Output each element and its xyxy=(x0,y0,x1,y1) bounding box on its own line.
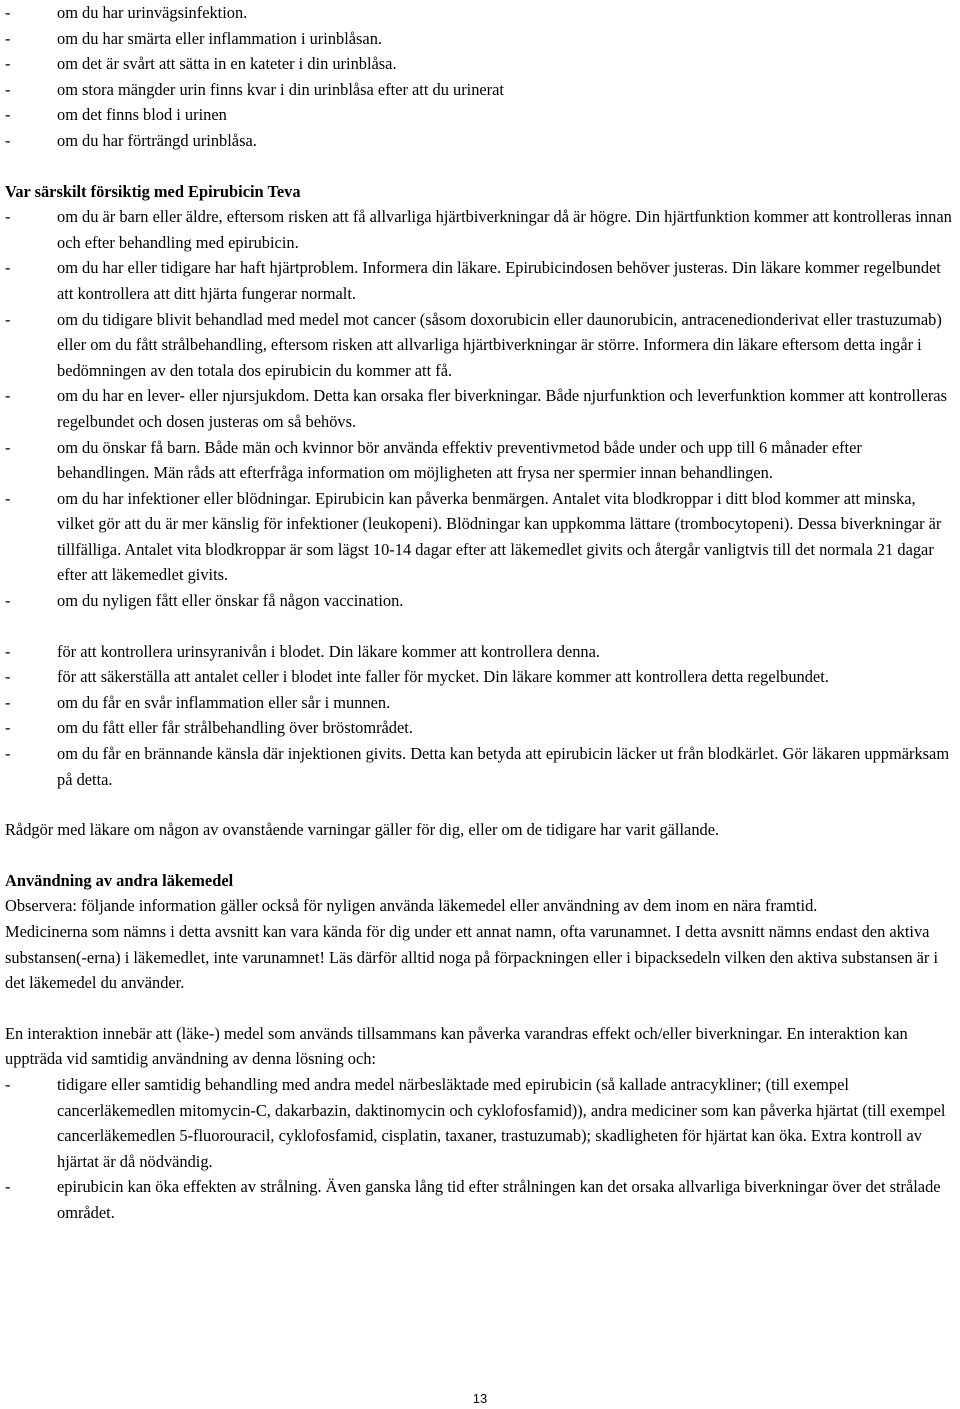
caution-list xyxy=(5,204,954,614)
list-item: - om du har smärta eller inflammation i urinblåsan. xyxy=(5,26,954,52)
spacer xyxy=(5,792,954,817)
list-item: - om det finns blod i urinen xyxy=(5,102,954,128)
list-item: - om du har infektioner eller blödningar. Epirubicin kan påverka benmärgen. Antalet vita blodkroppar i ditt blod kommer att minska, vilket gör att du är mer känslig för infektioner (leukopeni). Blödningar kan uppkomma lättare (trombocytopeni). Dessa biverkningar är tillfälliga. Antalet vita blodkroppar är som lägst 10-14 dagar efter att läkemedlet givits och återgår vanligtvis till det normala 21 dagar efter att läkemedlet givits. xyxy=(5,486,954,588)
spacer xyxy=(5,843,954,868)
precaution-list xyxy=(5,0,954,154)
spacer xyxy=(5,614,954,639)
list-item: - om stora mängder urin finns kvar i din urinblåsa efter att du urinerat xyxy=(5,77,954,103)
section-heading-caution: Var särskilt försiktig med Epirubicin Teva xyxy=(5,181,301,201)
list-item: - om du har en lever- eller njursjukdom. Detta kan orsaka fler biverkningar. Både njurfunktion och leverfunktion kommer att kontrolleras regelbundet och dosen justeras om så behövs. xyxy=(5,383,954,434)
list-item: - om det är svårt att sätta in en kateter i din urinblåsa. xyxy=(5,51,954,77)
list-item: - om du önskar få barn. Både män och kvinnor bör använda effektiv preventivmetod både under och upp till 6 månader efter behandlingen. Män råds att efterfråga information om möjligheten att frysa ner spermier innan behandlingen. xyxy=(5,435,954,486)
list-item: - om du är barn eller äldre, eftersom risken att få allvarliga hjärtbiverkningar då är högre. Din hjärtfunktion kommer att kontrolleras innan och efter behandling med epirubicin. xyxy=(5,204,954,255)
paragraph-interaction: En interaktion innebär att (läke-) medel som används tillsammans kan påverka varandras effekt och/eller biverkningar. En interaktion kan uppträda vid samtidig användning av denna lösning och: xyxy=(5,1023,908,1069)
list-item: - om du fått eller får strålbehandling över bröstområdet. xyxy=(5,715,954,741)
list-item: - om du har eller tidigare har haft hjärtproblem. Informera din läkare. Epirubicindosen behöver justeras. Din läkare kommer regelbundet att kontrollera att ditt hjärta fungerar normalt. xyxy=(5,255,954,306)
list-item: - om du har förträngd urinblåsa. xyxy=(5,128,954,154)
spacer xyxy=(5,996,954,1021)
advice-paragraph: Rådgör med läkare om någon av ovanstående varningar gäller för dig, eller om de tidigare har varit gällande. xyxy=(5,820,720,840)
spacer xyxy=(5,154,954,179)
checks-list xyxy=(5,639,954,793)
paragraph-medicine-names: Medicinerna som nämns i detta avsnitt kan vara kända för dig under ett annat namn, ofta varunamnet. I detta avsnitt nämns endast den aktiva substansen(-erna) i läkemedlet, inte varunamnet! Läs därför alltid noga på förpackningen eller i bipacksedeln vilken den aktiva substansen är i det läkemedel du använder. xyxy=(5,922,939,993)
page-number: 13 xyxy=(472,1391,488,1406)
list-item: - om du tidigare blivit behandlad med medel mot cancer (såsom doxorubicin eller daunorubicin, antracenedionderivat eller trastuzumab) eller om du fått strålbehandling, eftersom risken att allvarliga hjärtbiverkningar är större. Informera din läkare eftersom detta ingår i bedömningen av den totala dos epirubicin du kommer att få. xyxy=(5,307,954,384)
list-item: - om du har urinvägsinfektion. xyxy=(5,0,954,26)
list-item: - tidigare eller samtidig behandling med andra medel närbesläktade med epirubicin (så kallade antracykliner; (till exempel cancerläkemedlen mitomycin-C, dakarbazin, daktinomycin och cyklofosfamid)), andra mediciner som kan påverka hjärtat (till exempel cancerläkemedlen 5-fluorouracil, cyklofosfamid, cisplatin, taxaner, trastuzumab); skadligheten för hjärtat kan öka. Extra kontroll av hjärtat är då nödvändig. xyxy=(5,1072,954,1174)
section-heading-other-medicines: Användning av andra läkemedel xyxy=(5,870,234,890)
list-item: - för att säkerställa att antalet celler i blodet inte faller för mycket. Din läkare kommer att kontrollera detta regelbundet. xyxy=(5,664,954,690)
list-item: - för att kontrollera urinsyranivån i blodet. Din läkare kommer att kontrollera denna. xyxy=(5,639,954,665)
list-item: - om du nyligen fått eller önskar få någon vaccination. xyxy=(5,588,954,614)
interaction-list xyxy=(5,1072,954,1226)
list-item: - om du får en svår inflammation eller sår i munnen. xyxy=(5,690,954,716)
list-item: - epirubicin kan öka effekten av strålning. Även ganska lång tid efter strålningen kan det orsaka allvarliga biverkningar över det strålade området. xyxy=(5,1174,954,1225)
list-item: - om du får en brännande känsla där injektionen givits. Detta kan betyda att epirubicin läcker ut från blodkärlet. Gör läkaren uppmärksam på detta. xyxy=(5,741,954,792)
paragraph-observe: Observera: följande information gäller också för nyligen använda läkemedel eller användning av dem inom en nära framtid. xyxy=(5,896,818,916)
